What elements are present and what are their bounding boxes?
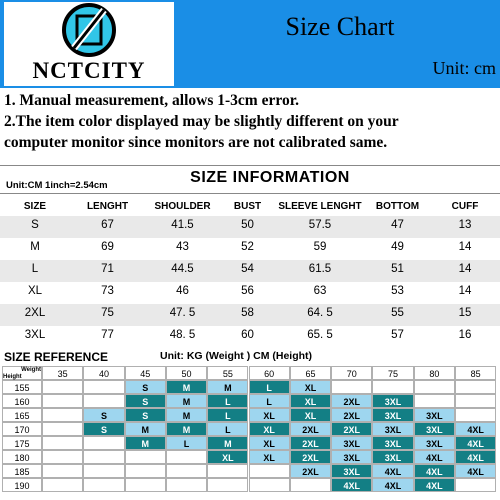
table-cell: 43: [176, 241, 189, 253]
table-cell: 50: [241, 219, 254, 231]
table-cell: 48. 5: [169, 329, 196, 341]
size-cell: M: [207, 436, 248, 450]
size-information-table: [0, 165, 500, 343]
column-header: SLEEVE LENGHT: [278, 201, 362, 212]
table-cell: 67: [101, 219, 114, 231]
size-cell: XL: [249, 436, 290, 450]
size-label: L: [31, 263, 39, 275]
size-cell: [455, 478, 496, 492]
weight-header: 45: [125, 366, 166, 380]
size-label: 2XL: [24, 307, 46, 319]
size-cell: 3XL: [331, 436, 372, 450]
size-cell: XL: [290, 394, 331, 408]
height-header: 165: [2, 408, 42, 422]
size-cell: S: [83, 408, 124, 422]
size-cell: M: [166, 380, 207, 394]
table-cell: 59: [313, 241, 327, 253]
size-cell: [125, 478, 166, 492]
note-color-continued: computer monitor since monitors are not calibrated same.: [4, 134, 388, 151]
height-header: 180: [2, 450, 42, 464]
size-cell: 4XL: [414, 450, 455, 464]
weight-header: 60: [249, 366, 290, 380]
size-cell: [83, 380, 124, 394]
size-cell: L: [207, 408, 248, 422]
weight-header: 55: [207, 366, 248, 380]
unit-label: Unit: cm: [432, 58, 496, 78]
size-cell: M: [125, 422, 166, 436]
table-cell: 14: [458, 241, 472, 253]
size-cell: [83, 436, 124, 450]
weight-header: 35: [42, 366, 83, 380]
size-cell: 4XL: [455, 450, 496, 464]
size-cell: 3XL: [414, 408, 455, 422]
weight-header: 80: [414, 366, 455, 380]
size-label: XL: [27, 285, 43, 297]
table-cell: 46: [176, 285, 189, 297]
size-label: 3XL: [24, 329, 46, 341]
size-cell: [414, 380, 455, 394]
size-label: S: [31, 219, 39, 231]
table-cell: 13: [458, 219, 472, 231]
size-cell: 2XL: [331, 422, 372, 436]
size-cell: [42, 478, 83, 492]
size-cell: 3XL: [372, 408, 413, 422]
column-header: BOTTOM: [375, 201, 420, 212]
corner-weight-label: Weight: [21, 367, 41, 373]
column-header: SHOULDER: [154, 201, 211, 212]
note-measurement: 1. Manual measurement, allows 1-3cm error.: [4, 92, 300, 109]
size-cell: L: [207, 422, 248, 436]
size-cell: 3XL: [414, 422, 455, 436]
size-cell: S: [125, 380, 166, 394]
size-cell: XL: [249, 408, 290, 422]
size-cell: [166, 464, 207, 478]
size-cell: 2XL: [290, 422, 331, 436]
weight-header: 85: [455, 366, 496, 380]
size-cell: [83, 478, 124, 492]
size-cell: 3XL: [372, 422, 413, 436]
size-cell: L: [249, 380, 290, 394]
brand-name: NCTCITY: [32, 58, 146, 83]
size-cell: XL: [290, 408, 331, 422]
size-cell: L: [207, 394, 248, 408]
size-cell: XL: [249, 422, 290, 436]
size-cell: 4XL: [455, 464, 496, 478]
size-cell: [83, 450, 124, 464]
size-cell: [42, 408, 83, 422]
weight-header: 65: [290, 366, 331, 380]
size-label: M: [30, 241, 40, 253]
height-header: 185: [2, 464, 42, 478]
size-cell: S: [125, 394, 166, 408]
table-cell: 54: [241, 263, 254, 275]
size-cell: 3XL: [372, 450, 413, 464]
size-cell: 4XL: [455, 436, 496, 450]
size-cell: 2XL: [290, 436, 331, 450]
size-cell: 4XL: [372, 464, 413, 478]
size-cell: S: [83, 422, 124, 436]
size-cell: [125, 464, 166, 478]
header-banner: [0, 0, 500, 88]
size-cell: [42, 380, 83, 394]
size-cell: XL: [290, 380, 331, 394]
table-cell: 55: [391, 307, 404, 319]
size-cell: 3XL: [414, 436, 455, 450]
size-cell: L: [166, 436, 207, 450]
size-cell: [455, 380, 496, 394]
size-cell: 2XL: [331, 408, 372, 422]
page-title: Size Chart: [285, 12, 395, 41]
height-header: 155: [2, 380, 42, 394]
table-cell: 15: [458, 307, 472, 319]
size-cell: XL: [249, 450, 290, 464]
table-cell: 49: [391, 241, 404, 253]
size-cell: 4XL: [414, 464, 455, 478]
table-cell: 75: [101, 307, 114, 319]
column-header: LENGHT: [86, 201, 129, 212]
table-cell: 60: [241, 329, 254, 341]
size-cell: M: [166, 394, 207, 408]
size-cell: [83, 394, 124, 408]
table-cell: 58: [241, 307, 254, 319]
size-cell: 4XL: [331, 478, 372, 492]
size-cell: 3XL: [372, 436, 413, 450]
size-cell: [125, 450, 166, 464]
size-reference-title: SIZE REFERENCE: [4, 350, 109, 364]
note-color: 2.The item color displayed may be slightly different on your: [4, 113, 399, 130]
grid-corner: [2, 366, 42, 380]
size-cell: [455, 394, 496, 408]
height-header: 190: [2, 478, 42, 492]
size-cell: [207, 464, 248, 478]
table-cell: 77: [101, 329, 114, 341]
size-cell: 4XL: [372, 478, 413, 492]
corner-height-label: Height: [3, 374, 22, 380]
brand-logo: [4, 2, 174, 86]
weight-header: 70: [331, 366, 372, 380]
table-cell: 52: [241, 241, 254, 253]
column-header: BUST: [233, 201, 262, 212]
size-cell: M: [166, 408, 207, 422]
size-cell: M: [166, 422, 207, 436]
size-cell: M: [125, 436, 166, 450]
height-header: 175: [2, 436, 42, 450]
size-cell: 2XL: [290, 464, 331, 478]
size-cell: 3XL: [331, 464, 372, 478]
size-cell: [290, 478, 331, 492]
size-cell: [42, 394, 83, 408]
weight-header: 75: [372, 366, 413, 380]
table-cell: 44.5: [171, 263, 194, 275]
size-cell: [249, 464, 290, 478]
table-cell: 47. 5: [169, 307, 196, 319]
size-reference-grid: [2, 366, 496, 492]
column-header: SIZE: [23, 201, 47, 212]
table-cell: 53: [391, 285, 404, 297]
weight-header: 50: [166, 366, 207, 380]
table-cell: 14: [458, 285, 472, 297]
table-cell: 63: [313, 285, 327, 297]
size-cell: XL: [207, 450, 248, 464]
table-cell: 65. 5: [307, 329, 333, 341]
size-info-body: [0, 165, 500, 343]
table-cell: 57.5: [308, 219, 332, 231]
size-cell: L: [249, 394, 290, 408]
table-cell: 16: [458, 329, 472, 341]
size-cell: S: [125, 408, 166, 422]
size-reference-units: Unit: KG (Weight ) CM (Height): [160, 350, 313, 362]
size-cell: 2XL: [331, 394, 372, 408]
size-cell: [331, 380, 372, 394]
size-cell: [414, 394, 455, 408]
size-info-unit-note: Unit:CM 1inch=2.54cm: [6, 180, 108, 191]
table-cell: 56: [241, 285, 254, 297]
column-header: CUFF: [451, 201, 479, 212]
height-header: 160: [2, 394, 42, 408]
size-cell: 3XL: [331, 450, 372, 464]
table-cell: 14: [458, 263, 472, 275]
size-cell: [42, 436, 83, 450]
size-cell: 4XL: [455, 422, 496, 436]
table-cell: 73: [101, 285, 114, 297]
size-cell: [249, 478, 290, 492]
logo-emblem-icon: [60, 2, 118, 58]
size-info-title: SIZE INFORMATION: [190, 169, 350, 186]
height-header: 170: [2, 422, 42, 436]
size-cell: [372, 380, 413, 394]
size-cell: [42, 422, 83, 436]
table-cell: 64. 5: [307, 307, 333, 319]
table-cell: 47: [391, 219, 404, 231]
size-cell: [42, 450, 83, 464]
size-cell: 4XL: [414, 478, 455, 492]
size-cell: [207, 478, 248, 492]
size-cell: [42, 464, 83, 478]
table-cell: 57: [391, 329, 404, 341]
weight-header: 40: [83, 366, 124, 380]
size-cell: 2XL: [290, 450, 331, 464]
size-cell: [166, 478, 207, 492]
table-cell: 41.5: [171, 219, 194, 231]
size-cell: 3XL: [372, 394, 413, 408]
size-cell: [166, 450, 207, 464]
size-cell: [83, 464, 124, 478]
size-cell: M: [207, 380, 248, 394]
table-cell: 69: [101, 241, 114, 253]
table-cell: 71: [101, 263, 114, 275]
table-cell: 61.5: [308, 263, 332, 275]
table-cell: 51: [391, 263, 404, 275]
size-cell: [455, 408, 496, 422]
